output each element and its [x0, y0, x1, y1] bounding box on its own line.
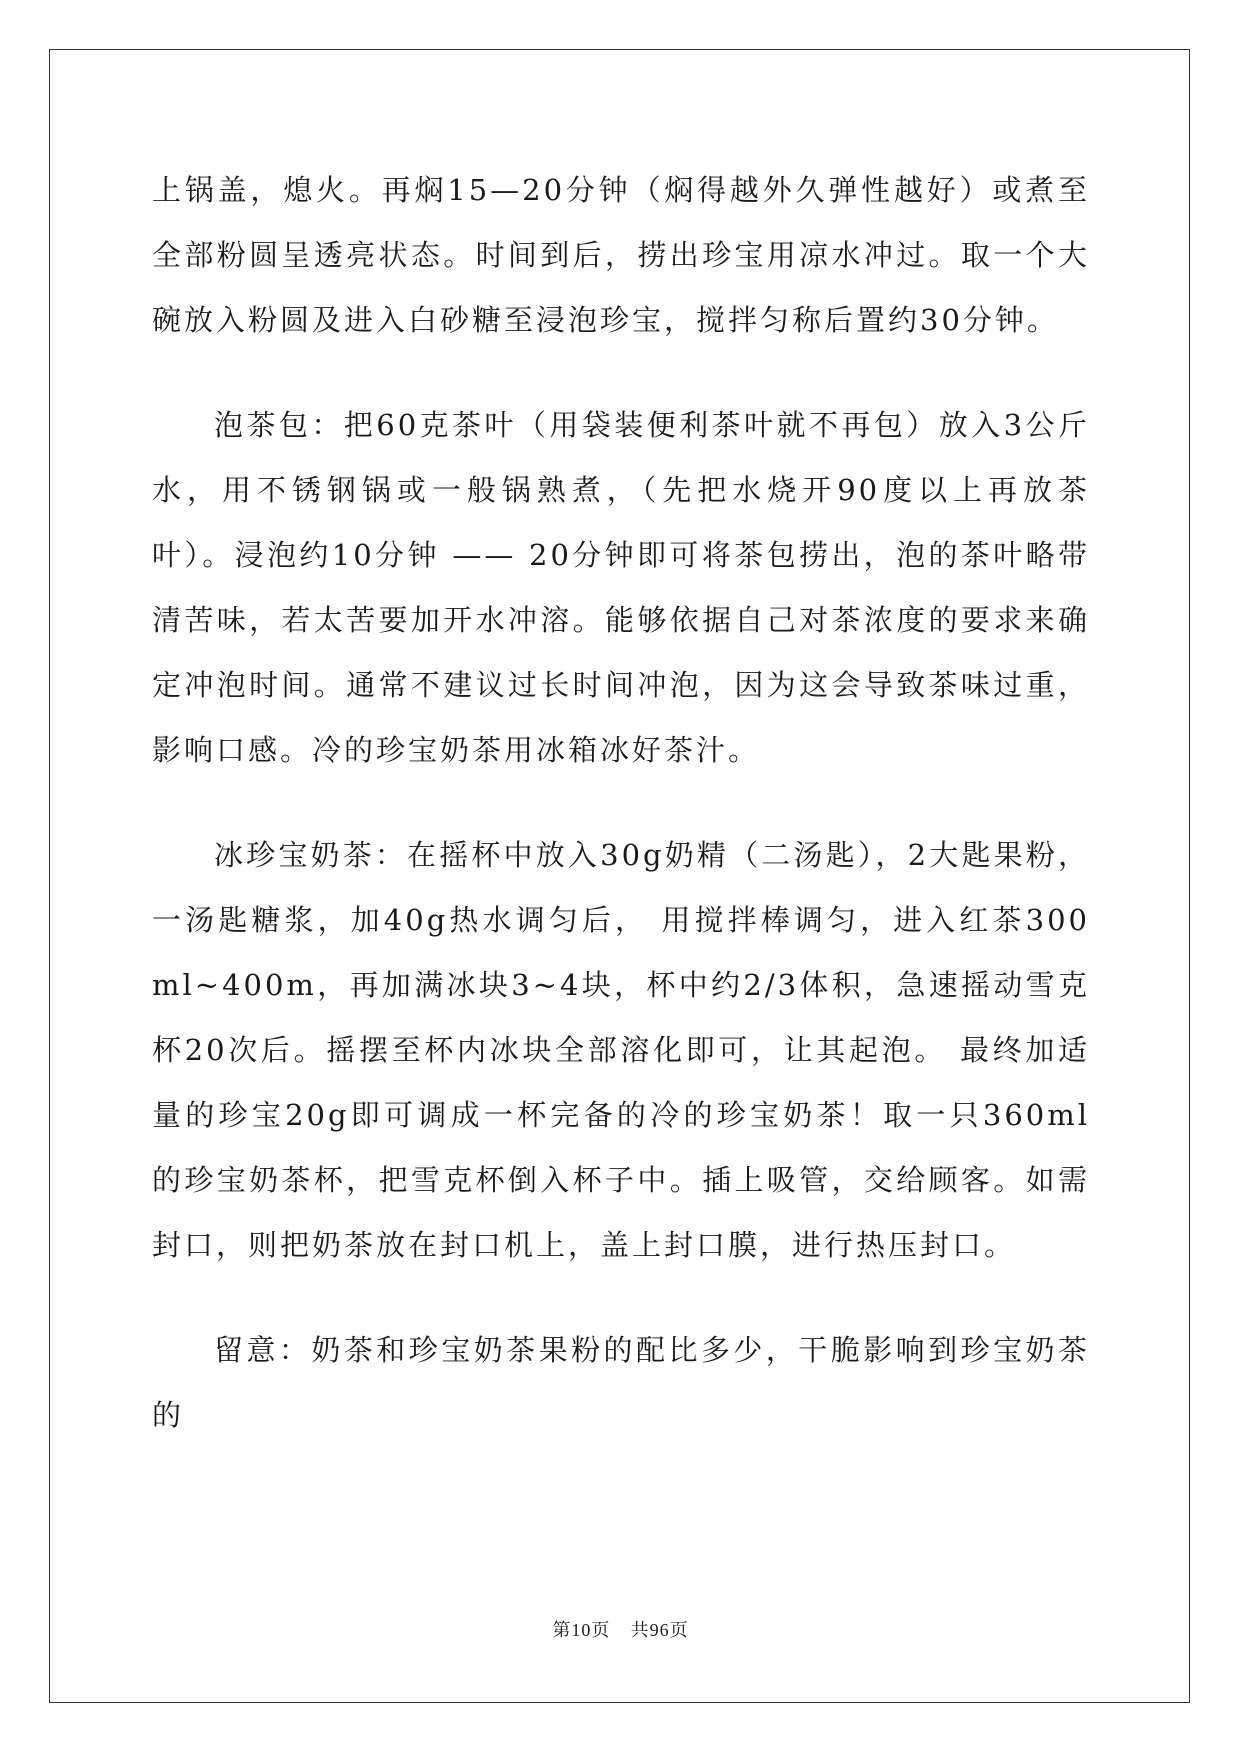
paragraph-continuation: 上锅盖，熄火。再焖15—20分钟（焖得越外久弹性越好）或煮至全部粉圆呈透亮状态。时间到后，捞出珍宝用凉水冲过。取一个大碗放入粉圆及进入白砂糖至浸泡珍宝，搅拌匀称后置约30分钟。 — [152, 173, 1090, 337]
total-label-suffix: 页 — [669, 1620, 689, 1641]
paragraph-note: 留意：奶茶和珍宝奶茶果粉的配比多少，干脆影响到珍宝奶茶的 — [152, 1333, 1090, 1432]
document-body — [152, 158, 1090, 1488]
total-pages-number: 96 — [649, 1620, 670, 1640]
current-page-number: 10 — [571, 1620, 592, 1640]
page-label-prefix: 第 — [552, 1620, 572, 1641]
paragraph-tea-bag: 泡茶包：把60克茶叶（用袋装便利茶叶就不再包）放入3公斤水，用不锈钢锅或一般锅熟煮，（先把水烧开90度以上再放茶叶）。浸泡约10分钟 —— 20分钟即可将茶包捞出，泡的茶叶略带清苦味，若太苦要加开水冲溶。能够依据自己对茶浓度的要求来确定冲泡时间。通常不建议过长时间冲泡，因为这会导致茶味过重，影响口感。冷的珍宝奶茶用冰箱冰好茶汁。 — [152, 408, 1090, 767]
total-label-prefix: 共 — [630, 1620, 650, 1641]
page-label-suffix: 页 — [591, 1620, 611, 1641]
page-footer — [0, 1616, 1241, 1642]
paragraph-iced-pearl-milk-tea: 冰珍宝奶茶：在摇杯中放入30g奶精（二汤匙），2大匙果粉，一汤匙糖浆，加40g热水调匀后， 用搅拌棒调匀，进入红茶300ml~400m，再加满冰块3~4块，杯中约2/3体积，急速摇动雪克杯20次后。摇摆至杯内冰块全部溶化即可，让其起泡。 最终加适量的珍宝20g即可调成一杯完备的冷的珍宝奶茶！取一只360ml的珍宝奶茶杯，把雪克杯倒入杯子中。插上吸管，交给顾客。如需封口，则把奶茶放在封口机上，盖上封口膜，进行热压封口。 — [152, 838, 1090, 1262]
